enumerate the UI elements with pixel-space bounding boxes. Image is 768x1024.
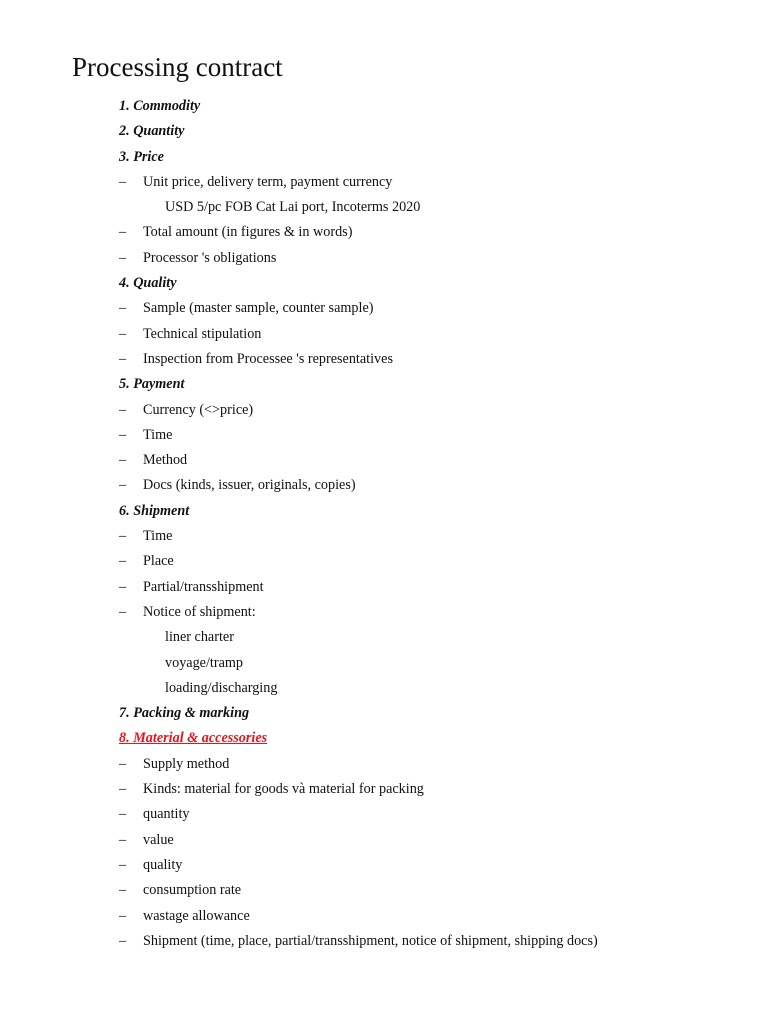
sub-item-text: USD 5/pc FOB Cat Lai port, Incoterms 2020 xyxy=(165,199,421,216)
list-item xyxy=(0,448,768,473)
list-item-text: Kinds: material for goods và material for packing xyxy=(143,781,424,798)
list-item-text: quantity xyxy=(143,806,190,823)
bullet-dash: – xyxy=(119,806,127,823)
list-item xyxy=(0,347,768,372)
bullet-dash: – xyxy=(119,907,127,924)
list-item-text: Method xyxy=(143,452,188,469)
sub-item xyxy=(0,651,768,676)
list-item xyxy=(0,802,768,827)
bullet-dash: – xyxy=(119,603,127,620)
list-item-text: Shipment (time, place, partial/transshipment, notice of shipment, shipping docs) xyxy=(143,932,598,949)
bullet-dash: – xyxy=(119,553,127,570)
bullet-dash: – xyxy=(119,755,127,772)
section-heading: 4. Quality xyxy=(119,275,177,292)
section-heading: 7. Packing & marking xyxy=(119,705,250,722)
list-item-text: Sample (master sample, counter sample) xyxy=(143,300,374,317)
list-item xyxy=(0,423,768,448)
list-item-text: Place xyxy=(143,553,174,570)
sub-item-text: voyage/tramp xyxy=(165,654,244,671)
list-item-text: wastage allowance xyxy=(143,907,250,924)
list-item xyxy=(0,828,768,853)
contract-outline xyxy=(0,94,768,954)
bullet-dash: – xyxy=(119,856,127,873)
list-item-text: Currency (<>price) xyxy=(143,401,254,418)
list-item xyxy=(0,904,768,929)
list-item xyxy=(0,853,768,878)
list-item xyxy=(0,878,768,903)
list-item xyxy=(0,296,768,321)
sub-item-text: liner charter xyxy=(165,629,234,646)
list-item-text: Technical stipulation xyxy=(143,325,262,342)
list-item xyxy=(0,473,768,498)
section-heading: 6. Shipment xyxy=(119,502,190,519)
list-item-text: Time xyxy=(143,528,173,545)
list-item-text: quality xyxy=(143,856,183,873)
bullet-dash: – xyxy=(119,452,127,469)
sub-item xyxy=(0,625,768,650)
list-item xyxy=(0,752,768,777)
bullet-dash: – xyxy=(119,426,127,443)
bullet-dash: – xyxy=(119,224,127,241)
section-heading: 8. Material & accessories xyxy=(119,730,268,747)
list-item xyxy=(0,322,768,347)
list-item xyxy=(0,170,768,195)
list-item-text: Notice of shipment: xyxy=(143,603,256,620)
bullet-dash: – xyxy=(119,882,127,899)
bullet-dash: – xyxy=(119,401,127,418)
list-item-text: consumption rate xyxy=(143,882,242,899)
list-item xyxy=(0,777,768,802)
list-item xyxy=(0,524,768,549)
bullet-dash: – xyxy=(119,477,127,494)
bullet-dash: – xyxy=(119,932,127,949)
sub-item xyxy=(0,676,768,701)
sub-item xyxy=(0,195,768,220)
list-item xyxy=(0,220,768,245)
list-item-text: Time xyxy=(143,426,173,443)
list-item xyxy=(0,600,768,625)
bullet-dash: – xyxy=(119,578,127,595)
bullet-dash: – xyxy=(119,300,127,317)
section-heading: 1. Commodity xyxy=(119,98,201,114)
list-item-text: Unit price, delivery term, payment currency xyxy=(143,173,393,190)
sub-item-text: loading/discharging xyxy=(165,679,278,696)
list-item-text: Partial/transshipment xyxy=(143,578,264,595)
bullet-dash: – xyxy=(119,781,127,798)
list-item-text: Supply method xyxy=(143,755,230,772)
document-title: Processing contract xyxy=(72,52,283,82)
list-item xyxy=(0,549,768,574)
list-item-text: value xyxy=(143,831,174,848)
bullet-dash: – xyxy=(119,249,127,266)
bullet-dash: – xyxy=(119,831,127,848)
list-item-text: Docs (kinds, issuer, originals, copies) xyxy=(143,477,356,494)
list-item xyxy=(0,575,768,600)
bullet-dash: – xyxy=(119,350,127,367)
section-heading: 2. Quantity xyxy=(119,123,185,140)
bullet-dash: – xyxy=(119,325,127,342)
section-heading: 5. Payment xyxy=(119,376,185,393)
bullet-dash: – xyxy=(119,528,127,545)
list-item-text: Inspection from Processee 's representatives xyxy=(143,350,393,367)
list-item xyxy=(0,398,768,423)
section-heading: 3. Price xyxy=(119,148,164,165)
list-item-text: Total amount (in figures & in words) xyxy=(143,224,353,241)
list-item xyxy=(0,246,768,271)
list-item-text: Processor 's obligations xyxy=(143,249,277,266)
list-item xyxy=(0,929,768,954)
bullet-dash: – xyxy=(119,173,127,190)
